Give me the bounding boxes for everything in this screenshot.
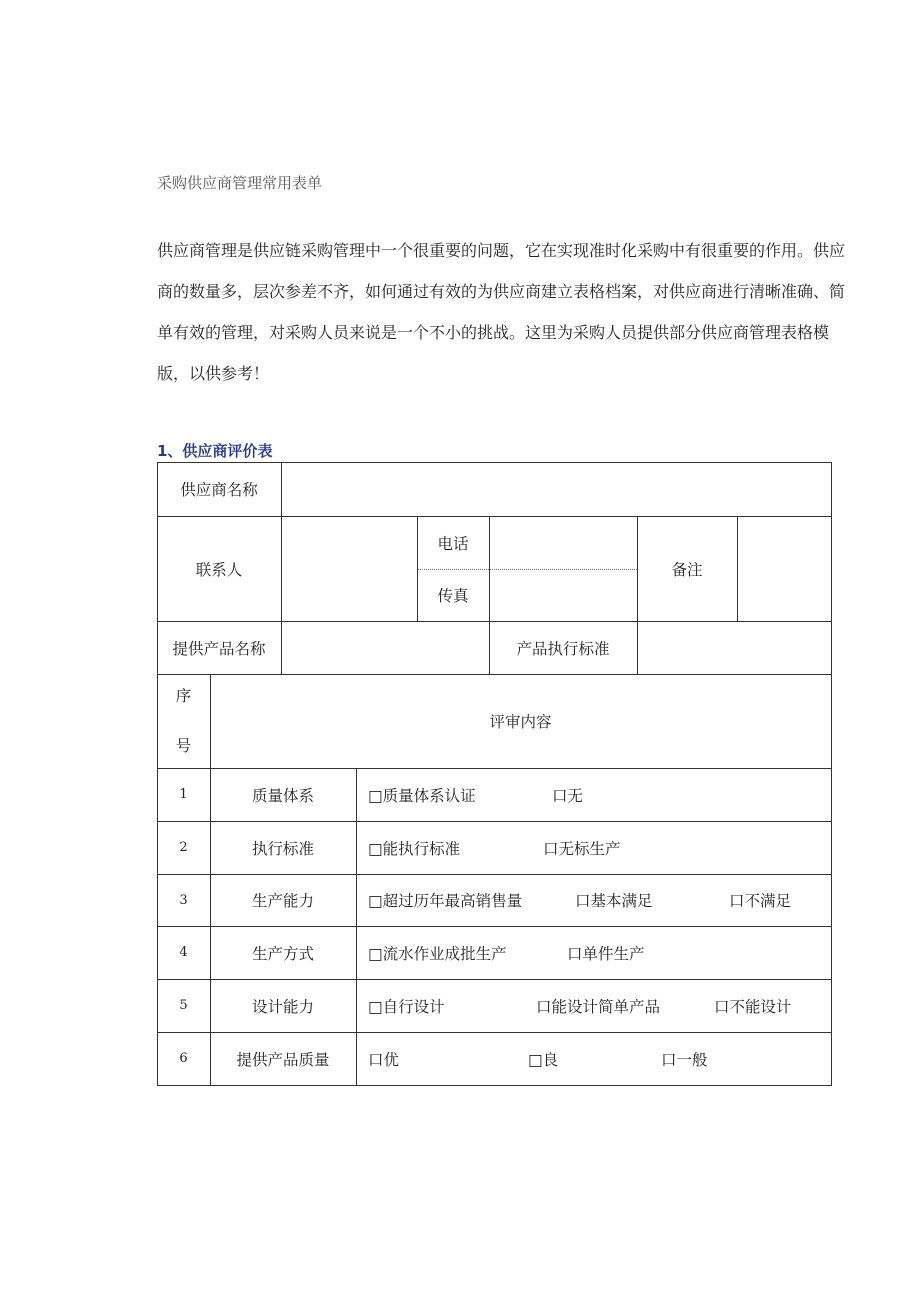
option-checkbox[interactable]: 口一般 [661,1050,708,1069]
option-checkbox[interactable]: 口优 [368,1050,400,1069]
product-standard-field[interactable] [637,621,831,674]
remarks-label: 备注 [671,560,703,579]
row-item: 质量体系 [251,786,314,805]
table-border-bottom [157,1085,832,1086]
option-checkbox[interactable]: 口不能设计 [714,997,792,1016]
fax-field[interactable] [489,569,637,621]
row-item: 生产方式 [251,944,314,963]
option-checkbox[interactable]: □良 [528,1050,559,1069]
product-standard-label: 产品执行标准 [516,639,610,658]
contact-label: 联系人 [195,560,243,579]
phone-label: 电话 [437,534,469,553]
intro-line: 供应商管理是供应链采购管理中一个很重要的问题，它在实现准时化采购中有很重要的作用。供应 [157,241,846,260]
row-item: 设计能力 [251,997,314,1016]
option-checkbox[interactable]: 口单件生产 [567,944,645,963]
option-checkbox[interactable]: 口无标生产 [543,839,621,858]
fax-label: 传真 [437,587,469,605]
remarks-field[interactable] [737,516,831,621]
document-title: 采购供应商管理常用表单 [157,174,323,192]
row-number: 1 [179,787,188,802]
row-number: 4 [179,945,188,960]
row-item: 执行标准 [251,839,314,858]
row-options [356,926,831,979]
row-options [356,979,831,1032]
row-options [356,821,831,874]
row-options [356,768,831,821]
contact-field[interactable] [281,516,417,621]
option-checkbox[interactable]: □能执行标准 [368,839,461,858]
option-checkbox[interactable]: 口能设计简单产品 [536,997,661,1016]
intro-line: 单有效的管理，对采购人员来说是一个不小的挑战。这里为采购人员提供部分供应商管理表格模 [157,323,830,342]
row-number: 5 [179,998,188,1013]
intro-line: 版，以供参考！ [157,364,270,383]
supplier-name-field[interactable] [281,462,831,516]
option-checkbox[interactable]: 口无 [552,786,584,805]
product-name-label: 提供产品名称 [172,639,266,658]
row-number: 3 [179,892,188,908]
row-number: 2 [179,840,188,855]
option-checkbox[interactable]: □流水作业成批生产 [368,944,507,963]
intro-line: 商的数量多，层次参差不齐，如何通过有效的为供应商建立表格档案，对供应商进行清晰准确、简 [157,282,846,301]
seq-header-top: 序 [175,687,192,705]
seq-header-bottom: 号 [175,737,192,755]
row-item: 提供产品质量 [236,1050,330,1069]
section-heading: 1、供应商评价表 [157,442,273,460]
row-options [356,874,831,926]
supplier-name-label: 供应商名称 [180,481,258,499]
review-content-header: 评审内容 [489,713,552,731]
product-name-field[interactable] [281,621,489,674]
row-options [356,1032,831,1085]
option-checkbox[interactable]: □超过历年最高销售量 [368,892,523,910]
seq-header [157,674,210,768]
intro-paragraph [157,230,846,394]
row-item: 生产能力 [251,892,314,910]
option-checkbox[interactable]: 口基本满足 [575,892,653,910]
table-border-right [831,462,832,1085]
option-checkbox[interactable]: □自行设计 [368,997,445,1016]
row-number: 6 [179,1051,188,1066]
option-checkbox[interactable]: □质量体系认证 [368,786,476,805]
option-checkbox[interactable]: 口不满足 [729,892,792,910]
phone-field[interactable] [489,516,637,569]
